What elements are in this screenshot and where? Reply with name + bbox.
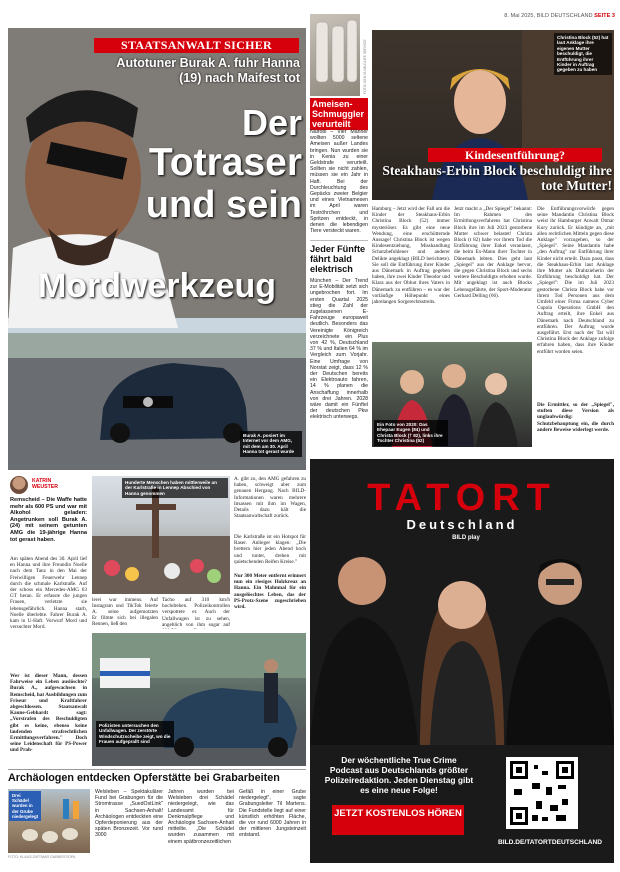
ad-subtitle: Deutschland <box>406 517 518 532</box>
ant-illustration <box>310 14 360 96</box>
page-date: 8. Mai 2025, BILD DEUTSCHLAND <box>504 13 593 19</box>
block-portrait-caption: Christina Block (52) hat laut Anklage ihre eigenen Mutter beschuldigt, die Entführung ihrer Kinder in Auftrag gegeben zu haben <box>554 33 612 75</box>
main-body-1: Am späten Abend des 30. April lief en Hanna und ihre Freundin Noelle nach dem Tanz in den Mai der Freiwilligen Feuerwehr Lennep durch die schmale Karlstraße. Auf der schoss ein Mercedes-AMG 63 GT heran. Er erfasste die jungen Frauen, verletzte sie lebensgefährlich. Hanna starb, Noelle überlebte. Fahrer Burak A. kam in U-Haft. Vorwurf Mord und versuchter Mord. <box>10 556 87 631</box>
block-col-3-bold: Die Ermittler, so der „Spiegel", stuften diese Version als unglaubwürdig: Schutzbehauptung ein, die durch andere Beweise widerlegt werde. <box>537 402 614 433</box>
car-caption: Burak A. posiert im Internet vor dem AMG, mit dem am 30. April Hanna tot gerast wurde <box>240 431 302 457</box>
main-subhead: Autotuner Burak A. fuhr Hanna (19) nach Maifest tot <box>116 56 300 85</box>
archaeology-col-3: Gefäß in einer Grube niedergelegt", sagte Grabungsleiter Til Martens. Die Fundstelle liegt auf einer künstlich erhöhten Fläche, die vor rund 6000 Jahren in der mittleren Jungsteinzeit entstand. <box>239 789 306 839</box>
police-photo <box>92 633 306 766</box>
headline-line-4: Mordwerkzeug <box>37 267 277 305</box>
podcast-ad[interactable] <box>310 459 614 863</box>
block-headline: Steakhaus-Erbin Block beschuldigt ihre tote Mutter! <box>382 163 612 193</box>
main-body-4: Er filmte sich bei illegalen Rennen, ließ den <box>92 615 158 628</box>
block-col-3: Die Entführungsvorwürfe gegen seine Mandantin Christina Block weist ihr Hamburger Anwalt Otmar Kury zurück. Er kündigte an, „mit allen rechtlichen Mitteln gegen diese Anklage" vorzugehen, so der „Spiegel". Seine Mandantin habe „den Auftrag" zur Entführung ihrer Kinder nicht erteilt. Dazu passt, dass die Steakhaus-Erbin laut Anklage ihre Mutter als Drahtzieherin der Entführung beschuldigt hat. Der „Spiegel": Die im Juli 2023 gestorbene Christa Block habe vor ihrem Tod Personen aus dem Umfeld einer Firma namens Cyber Cupola Operations GmbH den Auftrag erteilt, ihre Enkel aus Dänemark nach Deutschland zu entführen. Der Auftrag wurde ausgeführt. Erst nach der Tat will Christina Block der Anklage zufolge erfahren haben, dass ihre Kinder entführt worden seien. <box>537 206 614 355</box>
ev-body: München – Der Trend zur E-Mobilität setzt sich ungebrochen fort. Im ersten Quartal 2025 stieg die Zahl der zugelassenen E-Fahrzeuge europaweit deutlich. Besonders das Vereinigte Königreich verzeichnete ein Plus von 42 %, Deutschland 37 % und Italien 64 % im Vergleich zum Vorjahr. Eine Umfrage von Norstat zeigt, dass 12 % der Deutschen bereits ein Elektroauto fahren, 14 % planen die Anschaffung innerhalb von drei Jahren. 2028 wäre damit ein Fünftel der deutschen Pkw elektrisch unterwegs. <box>310 278 368 421</box>
ad-cta-button[interactable]: JETZT KOSTENLOS HÖREN <box>332 805 464 835</box>
block-portrait <box>372 30 614 200</box>
archaeology-credit: FOTO: KLAUS-DIETMAR GABBERT/DPA <box>8 855 76 859</box>
family-photo <box>372 342 532 447</box>
main-headline <box>118 104 302 226</box>
author-byline <box>32 478 82 490</box>
main-body-2: Wer ist dieser Mann, dessen Fahrweise ein Leben auslöschte? Burak A., aufgewachsen in Remscheid, hat Ausbildungen zum Friseur und Kraftfahrer abgeschlossen. Staatsanwalt Kaune-Gebhardt sagt: „Vorstrafen des Beschuldigten gibt es keine, ebenso keine laufenden strafrechtlichen Ermittlungsverfahren." Doch seine Leidenschaft für PS-Power und Prah- <box>10 673 87 754</box>
ad-text: Der wöchentliche True Crime Podcast aus Deutschlands größter Polizeiredaktion. Jeden Dienstag gibt es eine neue Folge! <box>324 755 474 795</box>
main-body-3: lerei war immens. Auf Instagram und TikTok feierte A. seine aufgemotzten <box>92 597 158 615</box>
memorial-photo <box>92 476 230 594</box>
author-first-name: KATRIN <box>32 478 52 484</box>
archaeology-photo <box>8 789 90 853</box>
hero-illustration <box>8 28 306 470</box>
author-avatar <box>10 476 28 494</box>
block-col-2: Jetzt macht a „Der Spiegel" bekannt: Im Rahmen des Ermittlungsverfahrens hat Christina Block ihre im Juli 2023 gestorbene Mutter schwer belastet! Christa Block (t 82) habe vor ihrem Tod die Entführung ihrer Enkel veranlasst, die beim Ex-Mann ihrer Tochter in Dänemark lebten. Dies geht laut „Spiegel" aus der Anklage hervor, die gegen Christina Block und sechs weitere Beschuldigte erhoben wurde. Mit angeklagt ist auch Blocks Lebensgefährte, der Sport-Moderator Gerhard Delling (66). <box>454 206 532 299</box>
smuggler-body: Nairobi – Vier Männer wollten 5000 seltene Ameisen außer Landes bringen. Nun wurden sie in Kenia zu einer Geldstrafe verurteilt. Sollten sie nicht zahlen, müssen sie ein Jahr in Haft. Bei der Durchleuchtung des Gepäcks zweier Belgier und eines Vietnamesen im April waren Teströhrchen und Spritzen entdeckt, in denen die lebendigen Tiere versteckt waren. <box>310 129 368 235</box>
hero-photo <box>8 28 306 470</box>
headline-line-1: Der <box>241 102 302 143</box>
block-kicker: Kindesentführung? <box>428 148 602 162</box>
main-body-7: Die Karlstraße ist ein Hotspot für Raser. Anlieger klagen: „Die brettern hier jeden Abend hoch und runter, drehen mit quietschenden Reifen Kreise." <box>234 534 306 565</box>
page-header <box>480 13 615 22</box>
smuggler-headline: Ameisen-Schmuggler verurteilt <box>310 98 368 130</box>
memorial-caption: Hunderte Menschen haben mittlerweile an der Karlstraße in Lennep Abschied von Hanna genommen <box>122 478 228 498</box>
page-number: SEITE 3 <box>594 13 615 19</box>
main-body-8: Nur 300 Meter entfernt erinnert nun ein riesiges Holzkreuz an Hanna. Ein Mahnmal für ein ausgelöschtes Leben, das der PS-Protz-Szene zugeschrieben wird. <box>234 573 306 611</box>
ad-qr-code[interactable] <box>506 757 578 829</box>
police-caption: Polizisten untersuchen den Unfallwagen. Der zerstörte Windschutzscheibe zeigt, wo die Frauen aufgeprallt sind <box>96 721 174 747</box>
main-body-6: A. gibt zu, den AMG gefahren zu haben, schweigt aber zum genauen Hergang. Nach BILD-Informationen waren mehrere Insassen mit ihm im Wagen, Details dazu hält die Staatsanwaltschaft zurück. <box>234 476 306 520</box>
ev-headline: Jeder Fünfte fährt bald elektrisch <box>310 244 366 274</box>
archaeology-headline: Archäologen entdecken Opferstätte bei Grabarbeiten <box>8 772 280 784</box>
ad-title: TATORT <box>367 477 557 519</box>
author-last-name: WEUSTER <box>32 484 58 490</box>
qr-code-icon <box>510 761 574 825</box>
block-col-1: Hamburg – Jetzt wird der Fall um die Kinder der Steakhaus-Erbin Christina Block (52) immer mysteriöser. Es gibt eine neue Wendung, eine erschütternde Aussage! Christina Block ist wegen Kindesentziehung, Misshandlung Schutzbefohlener und anderer Delikte angeklagt (BILD berichtete). Sie soll die Entführung ihrer Kinder aus Dänemark in Auftrag gegeben haben, ihre zwei Kinder Theodor und Klara aus der Obhut ihres Vaters in Dänemark zu entführen – es war der vorläufige Höhepunkt eines jahrelangen Sorgerechtsstreits. <box>372 206 450 306</box>
headline-line-3: und sein <box>145 184 302 226</box>
column-divider <box>310 240 368 241</box>
archaeology-col-2: Jahren wurden bei Welsleben drei Schädel niedergelegt, wie das Landesamt für Denkmalpflege und Archäologie Sachsen-Anhalt mitteilte. „Die Schädel wurden zusammen mit einem spätbronzezeitlichen <box>168 789 234 845</box>
main-intro: Remscheid – Die Waffe hatte mehr als 600 PS und war mit Alkohol geladen: Angetrunken soll Burak A. (24) mit seinem getunten AMG die 19-jährige Hanna tot gerast haben. <box>10 497 87 543</box>
archaeology-rule <box>8 769 306 770</box>
family-caption: Ein Foto von 2020: Das Ehepaar Eugen (84) und Christa Block († 82), links ihre Tochter Christina (52) <box>374 420 448 446</box>
ad-brand: BILD play <box>452 535 480 541</box>
main-kicker: STAATSANWALT SICHER <box>94 38 299 53</box>
main-body-5: Tacho auf 310 km/h hochdrehen. Polizeikontrollen verspottete er. Auch der Unfallwagen ist zu sehen, angeblich von ihm sogar auf <box>162 597 230 628</box>
headline-line-2: Totraser <box>148 141 302 184</box>
ant-photo <box>310 14 360 96</box>
ad-hosts-illustration <box>310 545 614 745</box>
ad-url[interactable]: BILD.DE/TATORTDEUTSCHLAND <box>497 839 603 846</box>
archaeology-col-1: Welsleben – Spektakulärer Fund bei Grabungen für die Stromtrasse „SuedOstLink" in Sachsen-Anhalt! Archäologen entdeckten eine Opferdeponierung aus der späten Bronzezeit. Vor rund 3000 <box>95 789 163 839</box>
ant-photo-credit: FOTO: KENYA WILDLIFE SERVICE <box>363 39 367 94</box>
archaeology-caption: Drei Schädel wurden in der Grube niedergelegt <box>9 791 41 821</box>
